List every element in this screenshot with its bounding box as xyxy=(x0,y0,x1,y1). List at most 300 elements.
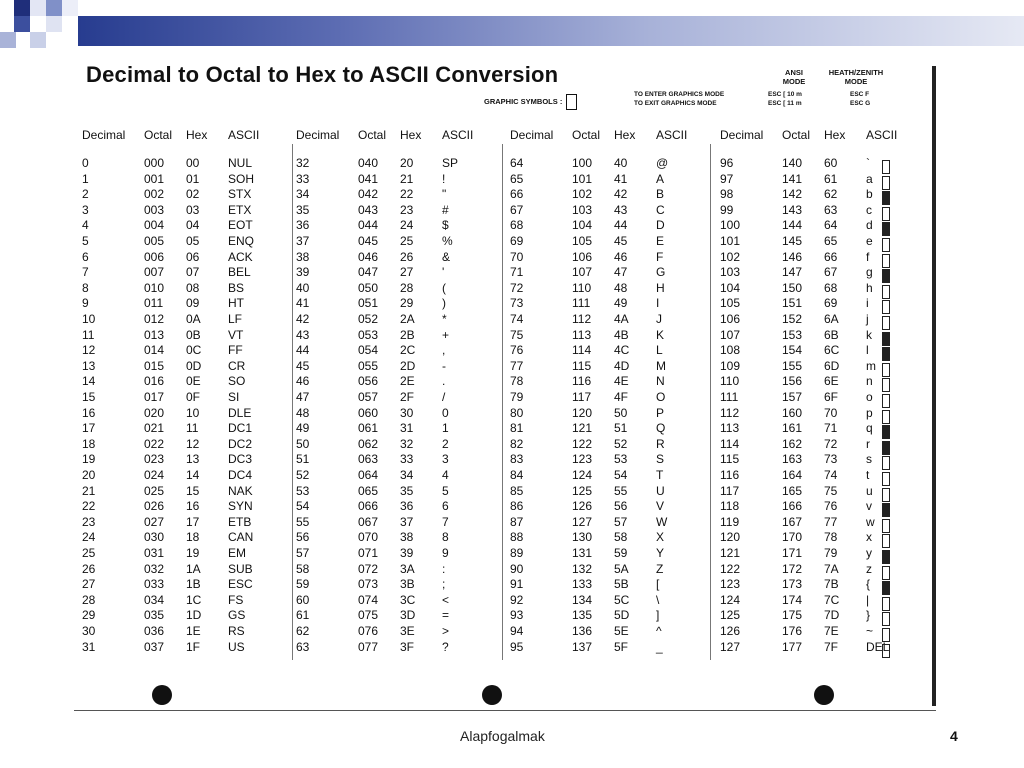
octal-cell: 017 xyxy=(144,390,165,404)
ascii-cell: ` xyxy=(866,156,870,170)
heath-code: ESC G xyxy=(850,100,871,107)
octal-cell: 030 xyxy=(144,530,165,545)
decimal-cell: 77 xyxy=(510,358,524,373)
graphics-symbol-glyph xyxy=(882,597,890,611)
octal-cell: 023 xyxy=(144,452,165,467)
ascii-cell: b xyxy=(866,187,873,202)
hex-cell: 7F xyxy=(824,639,839,654)
hex-cell: 57 xyxy=(614,514,628,529)
graphics-symbol-glyph xyxy=(882,332,890,346)
octal-cell: 150 xyxy=(782,280,803,295)
ascii-cell: { xyxy=(866,577,871,592)
hex-cell: 7E xyxy=(824,624,839,638)
hex-cell: 03 xyxy=(186,202,200,217)
decimal-cell: 63 xyxy=(296,639,310,654)
decimal-cell: 70 xyxy=(510,249,524,264)
decimal-cell: 94 xyxy=(510,624,524,638)
ascii-cell: } xyxy=(866,608,871,623)
hex-cell: 1B xyxy=(186,577,201,592)
octal-cell: 124 xyxy=(572,468,593,482)
decimal-cell: 56 xyxy=(296,530,310,545)
decimal-cell: 108 xyxy=(720,343,741,358)
hex-cell: 4F xyxy=(614,390,629,404)
ascii-cell: SOH xyxy=(228,171,255,186)
decimal-cell: 83 xyxy=(510,452,524,467)
decimal-cell: 25 xyxy=(82,546,96,560)
hex-cell: 53 xyxy=(614,452,628,467)
deco-square xyxy=(62,0,78,16)
octal-cell: 006 xyxy=(144,249,165,264)
ascii-cell: | xyxy=(866,592,870,607)
octal-cell: 051 xyxy=(358,296,379,311)
column-header: Decimal xyxy=(510,128,554,142)
hex-cell: 63 xyxy=(824,202,838,217)
graphics-symbol-glyph xyxy=(882,191,890,205)
decimal-cell: 96 xyxy=(720,156,734,170)
graphics-symbol-glyph xyxy=(882,254,890,268)
hex-cell: 77 xyxy=(824,514,838,529)
octal-cell: 103 xyxy=(572,202,593,217)
decimal-cell: 1 xyxy=(82,171,89,186)
decimal-cell: 100 xyxy=(720,218,741,233)
decimal-cell: 30 xyxy=(82,624,96,638)
octal-cell: 074 xyxy=(358,592,379,607)
ascii-cell: n xyxy=(866,374,873,389)
column-header: Decimal xyxy=(296,128,340,142)
hex-cell: 6A xyxy=(824,312,839,326)
ascii-cell: DLE xyxy=(228,405,252,420)
graphics-symbol-strip xyxy=(882,160,892,646)
graphics-symbol-glyph xyxy=(882,628,890,642)
hex-cell: 52 xyxy=(614,436,628,451)
ansi-header-line: ANSI xyxy=(785,68,803,77)
ascii-cell: ! xyxy=(442,171,446,186)
octal-cell: 130 xyxy=(572,530,593,545)
hex-cell: 50 xyxy=(614,405,628,420)
octal-cell: 156 xyxy=(782,374,803,389)
ascii-cell: NUL xyxy=(228,156,253,170)
decimal-cell: 20 xyxy=(82,468,96,482)
hex-cell: 08 xyxy=(186,280,200,295)
octal-cell: 144 xyxy=(782,218,803,233)
decimal-cell: 78 xyxy=(510,374,524,389)
ascii-cell: EOT xyxy=(228,218,253,233)
punch-hole xyxy=(482,685,502,705)
hex-cell: 1F xyxy=(186,639,201,654)
octal-cell: 100 xyxy=(572,156,593,170)
hex-cell: 2F xyxy=(400,390,415,404)
hex-cell: 79 xyxy=(824,546,838,560)
octal-cell: 012 xyxy=(144,312,165,326)
ascii-cell: L xyxy=(656,343,663,358)
hex-cell: 4C xyxy=(614,343,630,358)
octal-cell: 041 xyxy=(358,171,379,186)
decimal-cell: 8 xyxy=(82,280,89,295)
ascii-cell: SYN xyxy=(228,499,253,514)
octal-cell: 154 xyxy=(782,343,803,358)
octal-cell: 062 xyxy=(358,436,379,451)
decimal-cell: 82 xyxy=(510,436,524,451)
octal-cell: 075 xyxy=(358,608,379,623)
octal-cell: 170 xyxy=(782,530,803,545)
ascii-cell: 5 xyxy=(442,483,449,498)
decimal-cell: 91 xyxy=(510,577,524,592)
octal-cell: 042 xyxy=(358,187,379,202)
graphics-symbol-glyph xyxy=(882,363,890,377)
ansi-mode-header xyxy=(774,68,814,86)
hex-cell: 29 xyxy=(400,296,414,311)
octal-cell: 153 xyxy=(782,327,803,342)
hex-cell: 4E xyxy=(614,374,629,389)
column-header: Hex xyxy=(614,128,636,142)
octal-cell: 151 xyxy=(782,296,803,311)
decimal-cell: 110 xyxy=(720,374,740,389)
ansi-codes xyxy=(768,90,802,108)
hex-cell: 1D xyxy=(186,608,202,623)
ascii-cell: SUB xyxy=(228,561,253,576)
hex-cell: 60 xyxy=(824,156,838,170)
hex-cell: 2B xyxy=(400,327,415,342)
octal-cell: 121 xyxy=(572,421,593,436)
octal-cell: 034 xyxy=(144,592,165,607)
decimal-cell: 124 xyxy=(720,592,741,607)
graphics-symbol-glyph xyxy=(882,581,890,595)
ascii-cell: A xyxy=(656,171,665,186)
ascii-cell: p xyxy=(866,405,873,420)
slide-header-band xyxy=(78,16,1024,46)
decimal-cell: 64 xyxy=(510,156,524,170)
graphics-symbol-glyph xyxy=(882,238,890,252)
octal-cell: 022 xyxy=(144,436,165,451)
ascii-cell: US xyxy=(228,639,245,654)
hex-cell: 25 xyxy=(400,234,414,248)
decimal-cell: 114 xyxy=(720,436,740,451)
ascii-cell: O xyxy=(656,390,666,404)
hex-cell: 2E xyxy=(400,374,415,389)
hex-cell: 12 xyxy=(186,436,200,451)
decimal-cell: 127 xyxy=(720,639,741,654)
hex-cell: 31 xyxy=(400,421,414,436)
graphics-symbol-glyph xyxy=(882,410,890,424)
hex-cell: 4D xyxy=(614,358,630,373)
ascii-cell: W xyxy=(656,514,668,529)
hex-cell: 26 xyxy=(400,249,414,264)
hex-cell: 07 xyxy=(186,265,200,280)
decimal-cell: 119 xyxy=(720,514,740,529)
ascii-cell: $ xyxy=(442,218,449,233)
decimal-cell: 33 xyxy=(296,171,310,186)
hex-cell: 62 xyxy=(824,187,838,202)
punch-hole xyxy=(814,685,834,705)
ascii-cell: ESC xyxy=(228,577,253,592)
slide-corner-decoration xyxy=(0,0,80,50)
hex-cell: 3D xyxy=(400,608,416,623)
octal-cell: 104 xyxy=(572,218,593,233)
octal-cell: 136 xyxy=(572,624,593,638)
decimal-cell: 6 xyxy=(82,249,89,264)
graphics-symbol-glyph xyxy=(882,316,890,330)
punch-hole xyxy=(152,685,172,705)
hex-cell: 58 xyxy=(614,530,628,545)
hex-cell: 56 xyxy=(614,499,628,514)
octal-cell: 143 xyxy=(782,202,803,217)
heath-header-line: HEATH/ZENITH xyxy=(828,68,884,77)
graphics-symbol-glyph xyxy=(882,378,890,392)
octal-cell: 126 xyxy=(572,499,593,514)
ascii-cell: SO xyxy=(228,374,246,389)
ascii-cell: o xyxy=(866,390,873,404)
octal-cell: 115 xyxy=(572,358,592,373)
hex-cell: 6F xyxy=(824,390,839,404)
column-divider xyxy=(292,144,293,660)
ascii-cell: ~ xyxy=(866,624,874,638)
decimal-cell: 31 xyxy=(82,639,96,654)
hex-cell: 04 xyxy=(186,218,200,233)
hex-cell: 43 xyxy=(614,202,628,217)
octal-cell: 070 xyxy=(358,530,379,545)
decimal-cell: 102 xyxy=(720,249,741,264)
ascii-cell: . xyxy=(442,374,446,389)
decimal-cell: 49 xyxy=(296,421,310,436)
ascii-cell: m xyxy=(866,358,876,373)
decimal-cell: 51 xyxy=(296,452,310,467)
column-header: Octal xyxy=(358,128,387,142)
decimal-cell: 22 xyxy=(82,499,96,514)
hex-cell: 44 xyxy=(614,218,628,233)
decimal-cell: 123 xyxy=(720,577,741,592)
hex-cell: 67 xyxy=(824,265,838,280)
hex-cell: 6B xyxy=(824,327,839,342)
hex-cell: 3F xyxy=(400,639,415,654)
ascii-cell: [ xyxy=(656,577,660,592)
hex-cell: 1E xyxy=(186,624,201,638)
ascii-cell: E xyxy=(656,234,665,248)
decimal-cell: 43 xyxy=(296,327,310,342)
ascii-cell: e xyxy=(866,234,873,248)
decimal-cell: 74 xyxy=(510,312,524,326)
octal-cell: 056 xyxy=(358,374,379,389)
ascii-cell: ( xyxy=(442,280,446,295)
hex-cell: 2D xyxy=(400,358,416,373)
heath-header-line: MODE xyxy=(844,77,868,86)
ansi-code: ESC [ 10 m xyxy=(768,91,802,98)
ascii-cell: T xyxy=(656,468,664,482)
graphics-symbol-glyph xyxy=(882,269,890,283)
graphics-symbol-glyph xyxy=(882,534,890,548)
decimal-cell: 11 xyxy=(82,327,95,342)
octal-cell: 003 xyxy=(144,202,165,217)
octal-cell: 071 xyxy=(358,546,379,560)
hex-cell: 4A xyxy=(614,312,629,326)
decimal-cell: 122 xyxy=(720,561,741,576)
octal-cell: 063 xyxy=(358,452,379,467)
hex-cell: 24 xyxy=(400,218,414,233)
octal-cell: 011 xyxy=(144,296,164,311)
hex-cell: 6E xyxy=(824,374,839,389)
heath-code: ESC F xyxy=(850,91,870,98)
ascii-cell: f xyxy=(866,249,870,264)
ascii-cell: 0 xyxy=(442,405,449,420)
decimal-cell: 71 xyxy=(510,265,524,280)
hex-cell: 37 xyxy=(400,514,414,529)
octal-cell: 125 xyxy=(572,483,593,498)
ascii-cell: BEL xyxy=(228,265,251,280)
hex-cell: 40 xyxy=(614,156,628,170)
ascii-cell: CAN xyxy=(228,530,254,545)
decimal-cell: 9 xyxy=(82,296,89,311)
ascii-cell: R xyxy=(656,436,665,451)
decimal-cell: 89 xyxy=(510,546,524,560)
hex-cell: 51 xyxy=(614,421,628,436)
ascii-cell: ] xyxy=(656,608,660,623)
octal-cell: 057 xyxy=(358,390,379,404)
ascii-cell: 6 xyxy=(442,499,449,514)
ansi-header-line: MODE xyxy=(782,77,806,86)
decimal-cell: 12 xyxy=(82,343,96,358)
hex-cell: 27 xyxy=(400,265,414,280)
octal-cell: 036 xyxy=(144,624,165,638)
octal-cell: 020 xyxy=(144,405,165,420)
ascii-cell: / xyxy=(442,390,446,404)
octal-cell: 002 xyxy=(144,187,165,202)
ascii-cell: B xyxy=(656,187,665,202)
graphics-symbol-glyph xyxy=(882,644,890,658)
octal-cell: 021 xyxy=(144,421,165,436)
hex-cell: 5E xyxy=(614,624,629,638)
decimal-cell: 53 xyxy=(296,483,310,498)
decimal-cell: 67 xyxy=(510,202,524,217)
ascii-cell: CR xyxy=(228,358,246,373)
hex-cell: 0F xyxy=(186,390,201,404)
hex-cell: 48 xyxy=(614,280,628,295)
hex-cell: 41 xyxy=(614,171,628,186)
decimal-cell: 3 xyxy=(82,202,89,217)
octal-cell: 173 xyxy=(782,577,803,592)
hex-cell: 61 xyxy=(824,171,838,186)
octal-cell: 065 xyxy=(358,483,379,498)
hex-cell: 19 xyxy=(186,546,200,560)
octal-cell: 014 xyxy=(144,343,165,358)
hex-cell: 0C xyxy=(186,343,202,358)
ascii-cell: FS xyxy=(228,592,244,607)
column-header: Decimal xyxy=(720,128,764,142)
decimal-cell: 97 xyxy=(720,171,734,186)
octal-cell: 152 xyxy=(782,312,803,326)
ascii-cell: % xyxy=(442,234,453,248)
graphic-symbol-box xyxy=(566,94,577,110)
column-header: ASCII xyxy=(228,128,260,142)
ascii-cell: q xyxy=(866,421,873,436)
graphics-symbol-glyph xyxy=(882,503,890,517)
graphics-symbol-glyph xyxy=(882,300,890,314)
deco-square xyxy=(0,32,16,48)
octal-cell: 164 xyxy=(782,468,803,482)
hex-cell: 42 xyxy=(614,187,628,202)
octal-cell: 107 xyxy=(572,265,593,280)
octal-cell: 004 xyxy=(144,218,165,233)
ascii-cell: 2 xyxy=(442,436,449,451)
octal-cell: 000 xyxy=(144,156,165,170)
decimal-cell: 99 xyxy=(720,202,734,217)
enter-graphics-mode: TO ENTER GRAPHICS MODE xyxy=(634,91,725,98)
ascii-cell: RS xyxy=(228,624,245,638)
graphics-symbol-glyph xyxy=(882,160,890,174)
ascii-cell: 4 xyxy=(442,468,449,482)
ascii-cell: g xyxy=(866,265,873,280)
decimal-cell: 111 xyxy=(720,390,739,404)
decimal-cell: 112 xyxy=(720,405,740,420)
octal-cell: 045 xyxy=(358,234,379,248)
heath-zenith-mode-header xyxy=(816,68,896,86)
ascii-cell: t xyxy=(866,468,870,482)
decimal-cell: 39 xyxy=(296,265,310,280)
decimal-cell: 34 xyxy=(296,187,310,202)
heath-codes xyxy=(850,90,870,108)
deco-square xyxy=(30,32,46,48)
ascii-cell: z xyxy=(866,561,872,576)
ascii-cell: STX xyxy=(228,187,252,202)
octal-cell: 135 xyxy=(572,608,593,623)
octal-cell: 177 xyxy=(782,639,803,654)
decimal-cell: 15 xyxy=(82,390,96,404)
decimal-cell: 36 xyxy=(296,218,310,233)
octal-cell: 155 xyxy=(782,358,803,373)
hex-cell: 65 xyxy=(824,234,838,248)
octal-cell: 113 xyxy=(572,327,592,342)
octal-cell: 032 xyxy=(144,561,165,576)
ascii-cell: k xyxy=(866,327,872,342)
ascii-cell: " xyxy=(442,187,447,202)
column-header: ASCII xyxy=(866,128,898,142)
octal-cell: 033 xyxy=(144,577,165,592)
hex-cell: 78 xyxy=(824,530,838,545)
octal-cell: 174 xyxy=(782,592,803,607)
octal-cell: 167 xyxy=(782,514,803,529)
hex-cell: 66 xyxy=(824,249,838,264)
octal-cell: 163 xyxy=(782,452,803,467)
octal-cell: 147 xyxy=(782,265,803,280)
column-header: ASCII xyxy=(442,128,474,142)
hex-cell: 11 xyxy=(186,421,199,436)
column-header: Hex xyxy=(400,128,422,142)
hex-cell: 35 xyxy=(400,483,414,498)
ascii-cell: r xyxy=(866,436,870,451)
octal-cell: 101 xyxy=(572,171,593,186)
decimal-cell: 41 xyxy=(296,296,310,311)
hex-cell: 0B xyxy=(186,327,201,342)
decimal-cell: 14 xyxy=(82,374,96,389)
hex-cell: 36 xyxy=(400,499,414,514)
ascii-cell: > xyxy=(442,624,450,638)
slide-footer: Alapfogalmak xyxy=(460,728,545,744)
deco-square xyxy=(14,16,30,32)
ascii-cell: DC3 xyxy=(228,452,253,467)
ascii-cell: 1 xyxy=(442,421,449,436)
octal-cell: 010 xyxy=(144,280,165,295)
octal-cell: 073 xyxy=(358,577,379,592)
octal-cell: 077 xyxy=(358,639,379,654)
octal-cell: 047 xyxy=(358,265,379,280)
ascii-cell: H xyxy=(656,280,665,295)
hex-cell: 74 xyxy=(824,468,838,482)
octal-cell: 122 xyxy=(572,436,593,451)
hex-cell: 23 xyxy=(400,202,414,217)
octal-cell: 013 xyxy=(144,327,165,342)
octal-cell: 140 xyxy=(782,156,803,170)
hex-cell: 5A xyxy=(614,561,629,576)
octal-cell: 171 xyxy=(782,546,803,560)
ansi-code: ESC [ 11 m xyxy=(768,100,802,107)
